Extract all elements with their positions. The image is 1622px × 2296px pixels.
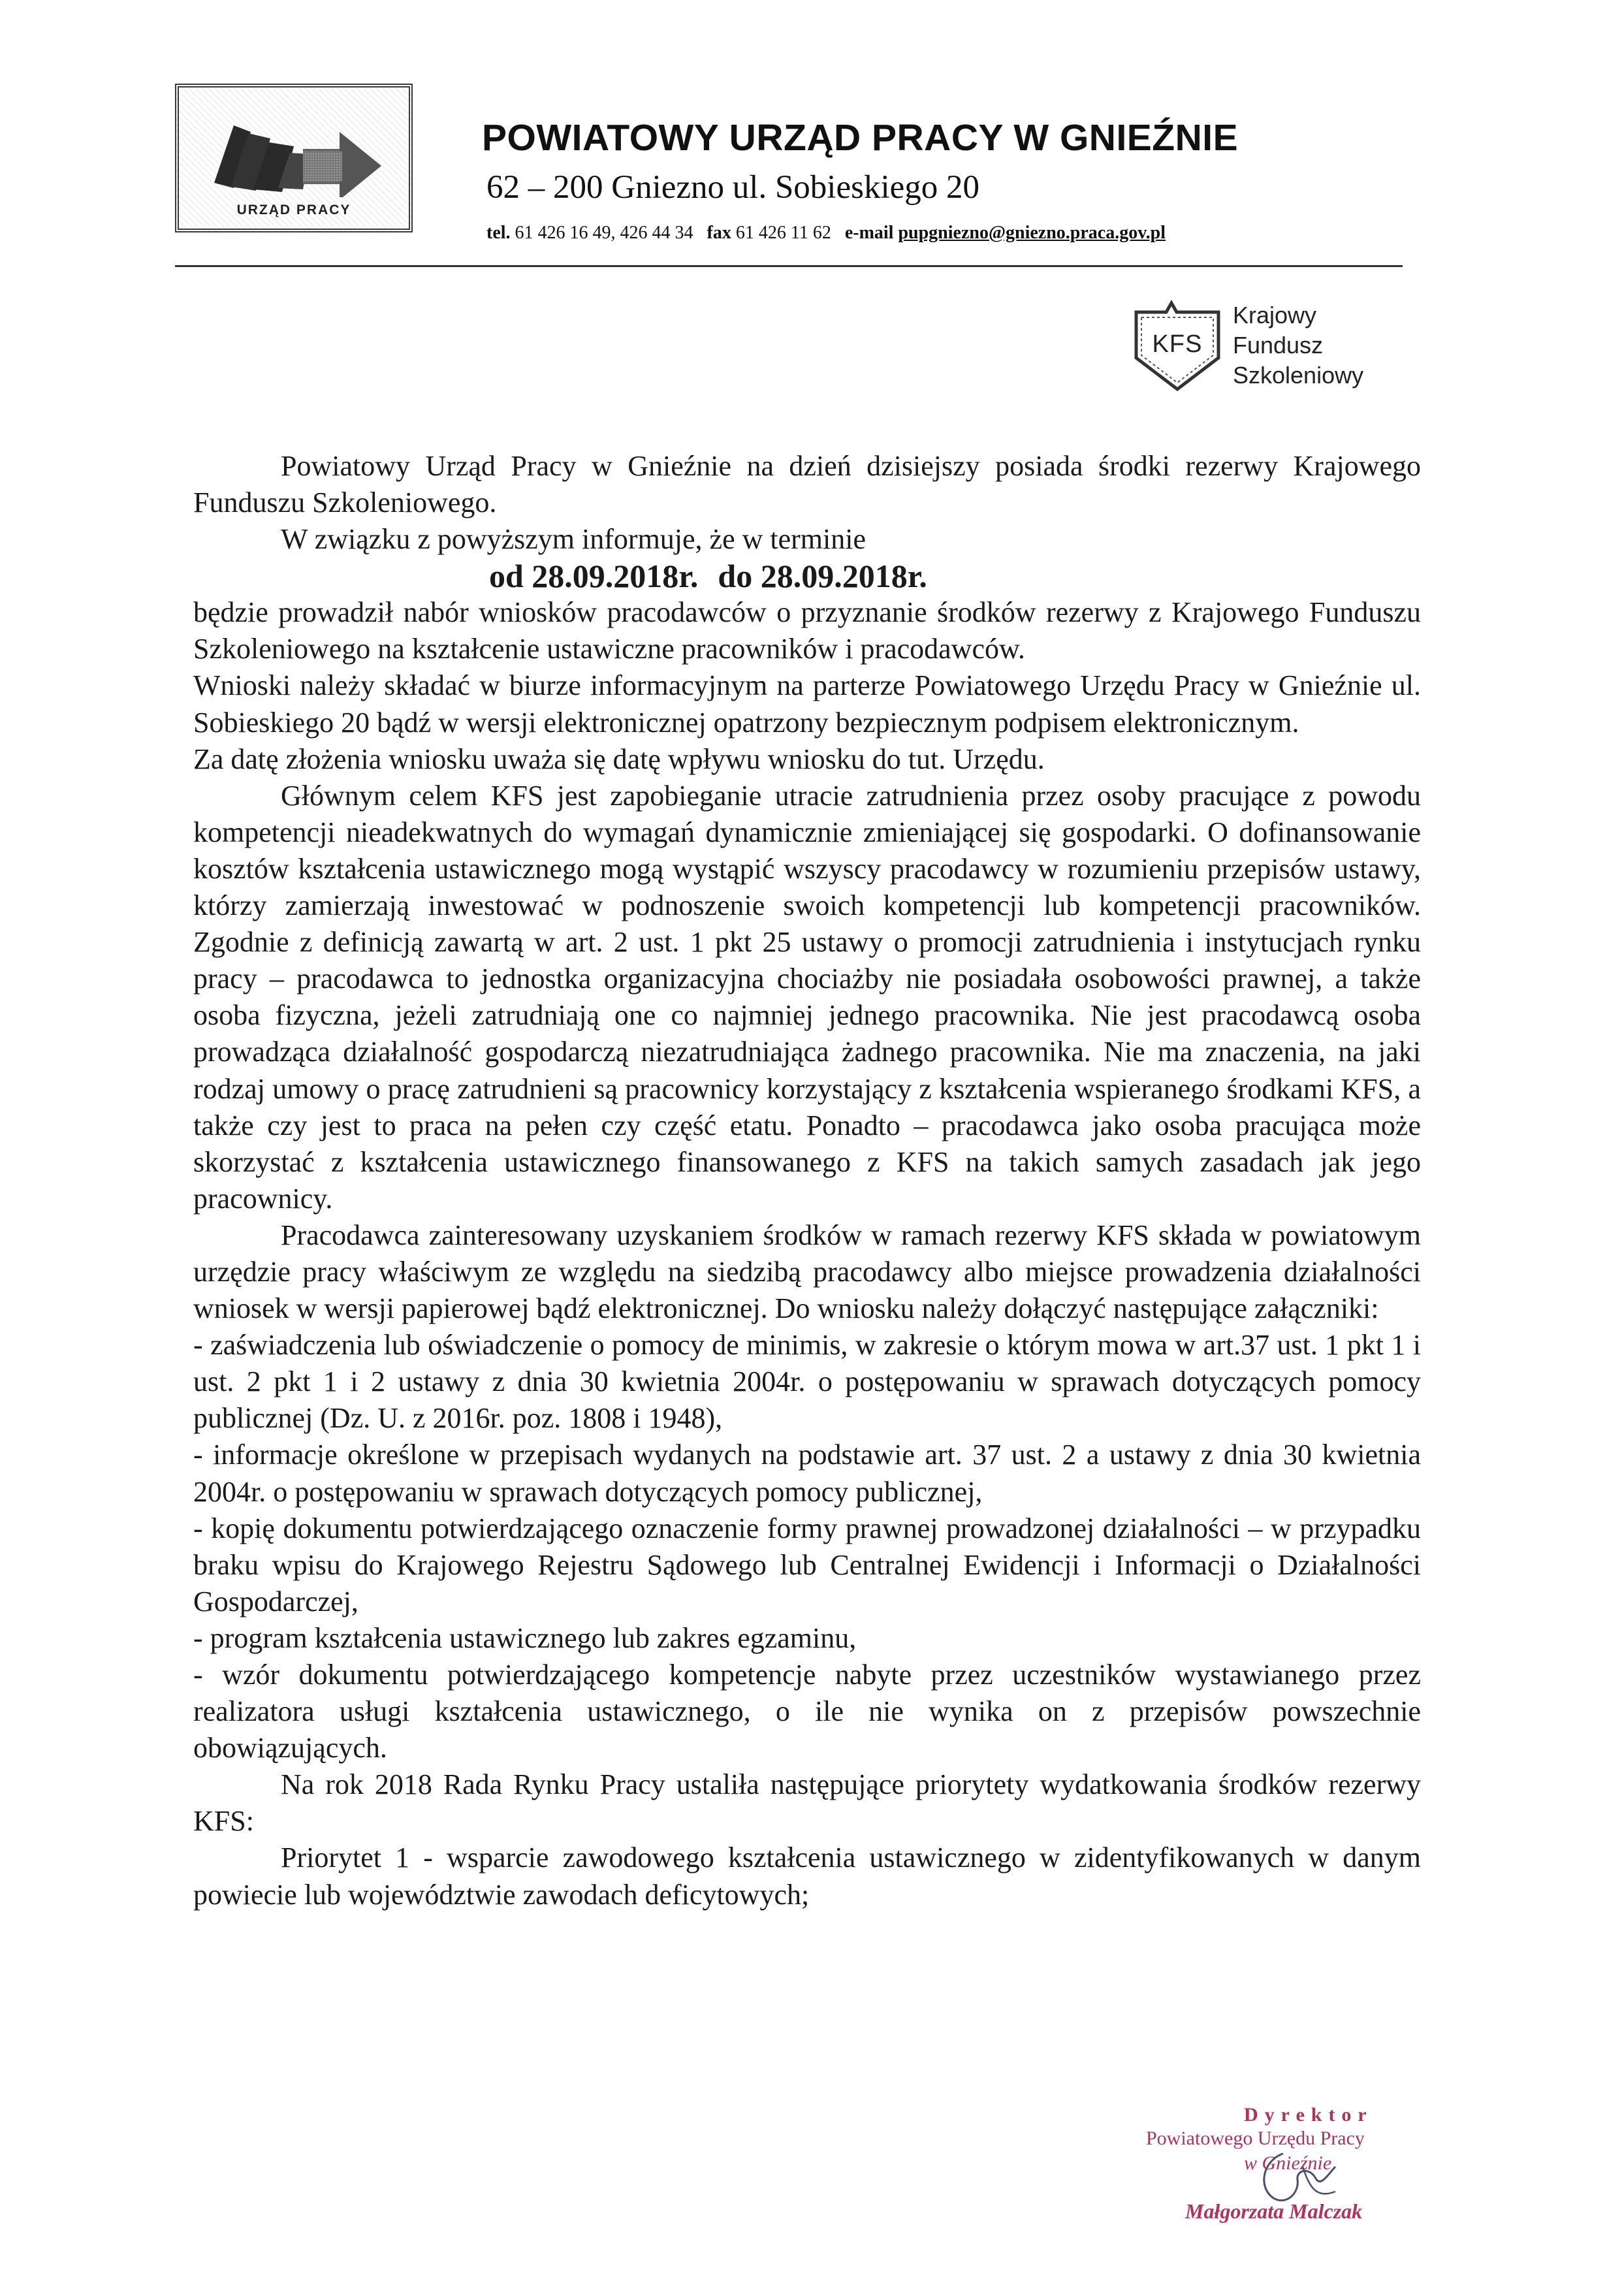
list-item: - zaświadczenia lub oświadczenie o pomocy de minimis, w zakresie o którym mowa w art.37 ust. 1 pkt 1 i ust. 2 pkt 1 i 2 ustawy z dnia 30 kwietnia 2004r. o postępowaniu w sprawach dotyczących pomocy publicznej (Dz. U. z 2016r. poz. 1808 i 1948), [193, 1329, 1421, 1435]
header-divider [175, 265, 1403, 267]
fax-label: fax [707, 223, 731, 243]
office-contact [486, 223, 1166, 244]
list-item: - informacje określone w przepisach wydanych na podstawie art. 37 ust. 2 a ustawy z dnia 30 kwietnia 2004r. o postępowaniu w sprawach dotyczących pomocy publicznej, [193, 1439, 1421, 1508]
kfs-logo [1128, 298, 1403, 402]
date-to: do 28.09.2018r. [718, 558, 927, 595]
email-label: e-mail [844, 223, 894, 243]
paragraph-intro: Powiatowy Urząd Pracy w Gnieźnie na dzień dzisiejszy posiada środki rezerwy Krajowego Funduszu Szkoleniowego. [193, 450, 1421, 519]
kfs-word-3: Szkoleniowy [1233, 362, 1364, 389]
list-item: - program kształcenia ustawicznego lub zakres egzaminu, [193, 1621, 857, 1654]
kfs-word-2: Fundusz [1233, 332, 1324, 359]
date-from: od 28.09.2018r. [489, 558, 699, 595]
kfs-letters: KFS [1152, 330, 1203, 358]
office-name: POWIATOWY URZĄD PRACY W GNIEŹNIE [482, 117, 1239, 159]
paragraph-priority-1: Priorytet 1 - wsparcie zawodowego kształcenia ustawicznego w zidentyfikowanych w danym powiecie lub województwie zawodach deficytowych; [193, 1842, 1421, 1911]
list-item: - wzór dokumentu potwierdzającego kompetencje nabyte przez uczestników wystawianego przez realizatora usługi kształcenia ustawicznego, o ile nie wynika on z przepisów powszechnie obowiązujących. [193, 1659, 1421, 1764]
tel-numbers: 61 426 16 49, 426 44 34 [515, 223, 693, 243]
stamp-city: w Gnieźnie [1244, 2152, 1332, 2174]
kfs-wordmark [1233, 300, 1363, 391]
announcement-body [193, 448, 1421, 1913]
kfs-word-1: Krajowy [1233, 302, 1317, 328]
paragraph-term: W związku z powyższym informuje, że w terminie [281, 523, 866, 556]
email-link[interactable]: pupgniezno@gniezno.praca.gov.pl [898, 223, 1166, 243]
office-address: 62 – 200 Gniezno ul. Sobieskiego 20 [486, 169, 980, 206]
paragraph-submission: Wnioski należy składać w biurze informacyjnym na parterze Powiatowego Urzędu Pracy w Gnieźnie ul. Sobieskiego 20 bądź w wersji elektronicznej opatrzony bezpiecznym podpisem elektronicznym. [193, 669, 1421, 739]
paragraph-recruitment: będzie prowadził nabór wniosków pracodawców o przyznanie środków rezerwy z Krajowego Funduszu Szkoleniowego na kształcenie ustawiczne pracowników i pracodawców. [193, 596, 1421, 665]
fax-number: 61 426 11 62 [735, 223, 831, 243]
list-item: - kopię dokumentu potwierdzającego oznaczenie formy prawnej prowadzonej działalności – w przypadku braku wpisu do Krajowego Rejestru Sądowego lub Centralnej Ewidencji i Informacji o Działalności Gospodarczej, [193, 1512, 1421, 1618]
logo-caption: URZĄD PRACY [236, 202, 351, 217]
office-logo [175, 84, 413, 232]
paragraph-submission-date: Za datę złożenia wniosku uważa się datę wpływu wniosku do tut. Urzędu. [193, 742, 1045, 775]
arrows-logo-icon [205, 106, 388, 197]
stamp-name: Małgorzata Malczak [1185, 2199, 1363, 2223]
paragraph-employer-application: Pracodawca zainteresowany uzyskaniem środków w ramach rezerwy KFS składa w powiatowym urzędzie pracy właściwym ze względu na siedzibą pracodawcy albo miejsce prowadzenia działalności wniosek w wersji papierowej bądź elektronicznej. Do wniosku należy dołączyć następujące załączniki: [193, 1219, 1421, 1325]
tel-label: tel. [486, 223, 511, 243]
paragraph-kfs-goal: Głównym celem KFS jest zapobieganie utracie zatrudnienia przez osoby pracujące z powodu kompetencji nieadekwatnych do wymagań dynamicznie zmieniającej się gospodarki. O dofinansowanie kosztów kształcenia ustawicznego mogą wystąpić wszyscy pracodawcy w rozumieniu przepisów ustawy, którzy zamierzają inwestować w podnoszenie swoich kompetencji lub kompetencji pracowników. Zgodnie z definicją zawartą w art. 2 ust. 1 pkt 25 ustawy o promocji zatrudnienia i instytucjach rynku pracy – pracodawca to jednostka organizacyjna chociażby nie posiadała osobowości prawnej, a także osoba fizyczna, jeżeli zatrudniają one co najmniej jednego pracownika. Nie jest pracodawcą osoba prowadząca działalność gospodarczą niezatrudniająca żadnego pracownika. Nie ma znaczenia, na jaki rodzaj umowy o pracę zatrudnieni są pracownicy korzystający z kształcenia wspieranego środkami KFS, a także czy jest to praca na pełen czy część etatu. Ponadto – pracodawca jako osoba pracująca może skorzystać z kształcenia ustawicznego finansowanego z KFS na takich samych zasadach jak jego pracownicy. [193, 779, 1421, 1215]
paragraph-priorities: Na rok 2018 Rada Rynku Pracy ustaliła następujące priorytety wydatkowania środków rezerwy KFS: [193, 1768, 1421, 1838]
application-dates [193, 558, 1421, 594]
stamp-office: Powiatowego Urzędu Pracy [1146, 2128, 1365, 2149]
stamp-title: Dyrektor [1244, 2104, 1373, 2126]
director-stamp [1146, 2104, 1459, 2235]
